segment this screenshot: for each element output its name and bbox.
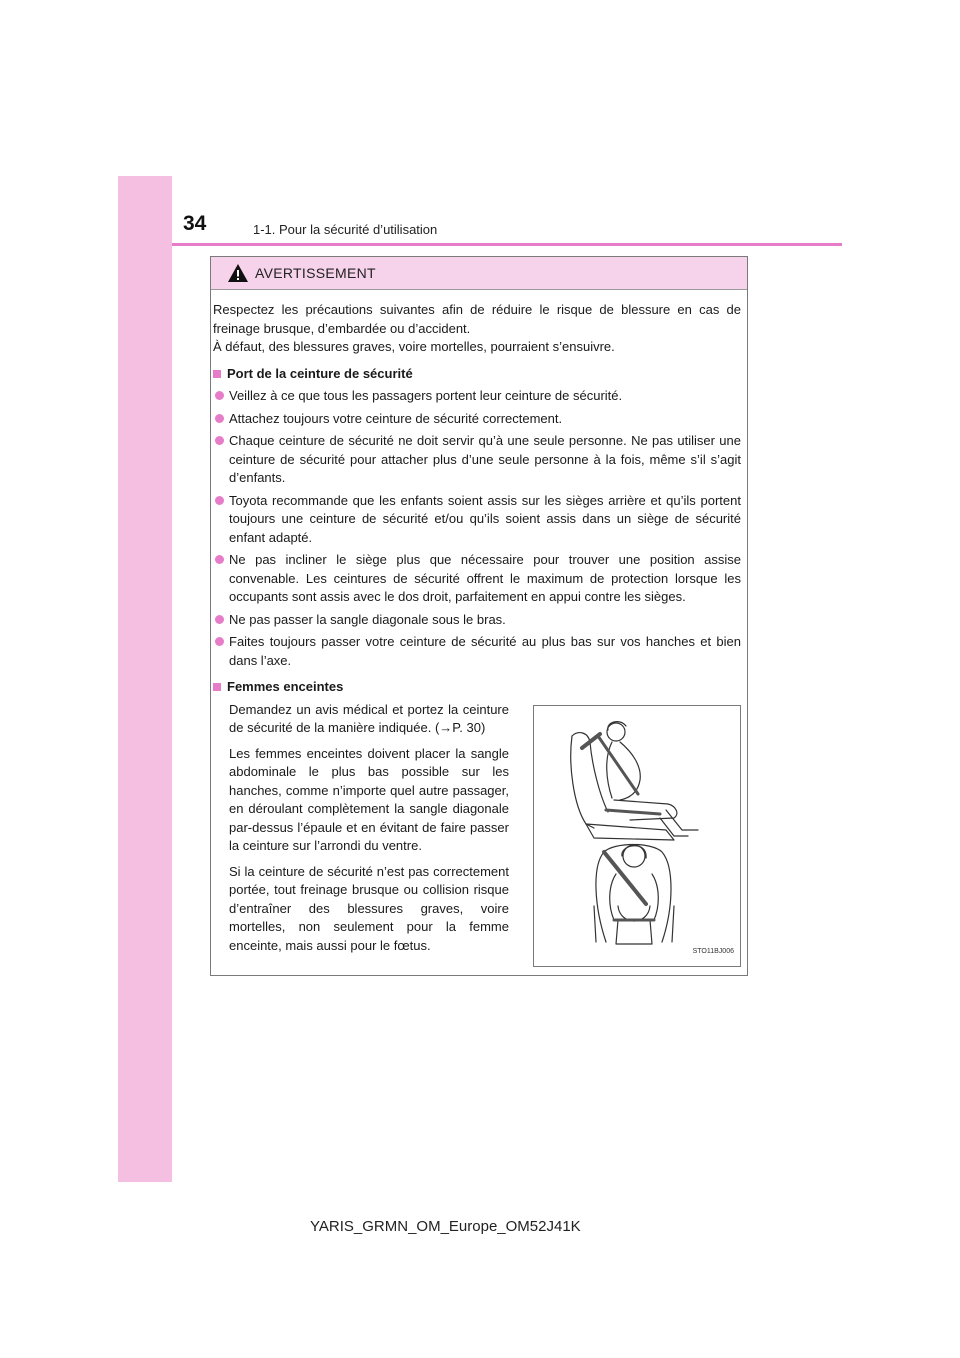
- square-bullet-icon: [213, 683, 221, 691]
- list-item-text: Ne pas incliner le siège plus que nécessaire pour trouver une position assise convenable. Les ceintures de sécurité offrent le maximum de protection lorsque les occupants sont assis avec le dos droit, parfaitement en appui contre les sièges.: [229, 552, 741, 604]
- pregnant-seatbelt-drawing: [534, 706, 740, 966]
- pregnant-paragraph: Demandez un avis médical et portez la ceinture de sécurité de la manière indiquée. (→P. 30): [229, 701, 509, 735]
- section-heading-seatbelt: [213, 365, 741, 384]
- square-bullet-icon: [213, 370, 221, 378]
- list-item-text: Ne pas passer la sangle diagonale sous le bras.: [229, 611, 506, 627]
- round-bullet-icon: [215, 436, 224, 445]
- seatbelt-bullet-list: [213, 387, 741, 670]
- round-bullet-icon: [215, 637, 224, 646]
- intro-paragraph: Respectez les précautions suivantes afin de réduire le risque de blessure en cas de freinage brusque, d’embardée ou d’accident.: [213, 302, 741, 336]
- page-number: 34: [183, 212, 207, 235]
- list-item: [213, 492, 741, 548]
- list-item: [213, 387, 741, 406]
- seatbelt-illustration: [533, 705, 741, 967]
- list-item: [213, 410, 741, 429]
- round-bullet-icon: [215, 391, 224, 400]
- round-bullet-icon: [215, 496, 224, 505]
- header-rule: [172, 243, 842, 246]
- list-item-text: Veillez à ce que tous les passagers portent leur ceinture de sécurité.: [229, 388, 623, 403]
- list-item-text: Chaque ceinture de sécurité ne doit servir qu’à une seule personne. Ne pas utiliser une ceinture de sécurité pour attacher plus d’une seule personne à la fois, même s’il s’agit d’enfants.: [229, 433, 741, 485]
- warning-title: AVERTISSEMENT: [255, 265, 376, 281]
- round-bullet-icon: [215, 414, 224, 423]
- warning-triangle-icon: [227, 263, 249, 283]
- pregnant-section: [213, 701, 741, 967]
- pregnant-paragraph: Si la ceinture de sécurité n’est pas correctement portée, tout freinage brusque ou collision risque d’entraîner des blessures graves, voire mortelles, non seulement pour la femme enceinte, mais aussi pour le fœtus.: [229, 863, 509, 953]
- figure-code: STO11BJ006: [692, 948, 734, 955]
- list-item-text: Attachez toujours votre ceinture de sécurité correctement.: [229, 410, 563, 426]
- warning-body: [211, 290, 747, 967]
- warning-header: [211, 257, 747, 290]
- pregnant-text: [229, 701, 509, 967]
- section-title: 1-1. Pour la sécurité d’utilisation: [253, 222, 438, 237]
- round-bullet-icon: [215, 555, 224, 564]
- list-item: [213, 633, 741, 670]
- footer-document-id: YARIS_GRMN_OM_Europe_OM52J41K: [310, 1218, 581, 1235]
- section-heading-label: Femmes enceintes: [227, 679, 344, 694]
- side-color-strip: [118, 176, 172, 1182]
- warning-box: [210, 256, 748, 976]
- list-item: [213, 551, 741, 607]
- intro-paragraph: À défaut, des blessures graves, voire mortelles, pourraient s’ensuivre.: [213, 339, 615, 354]
- list-item-text: Faites toujours passer votre ceinture de sécurité au plus bas sur vos hanches et bien dans l’axe.: [229, 634, 741, 668]
- section-heading-label: Port de la ceinture de sécurité: [227, 365, 413, 381]
- list-item: [213, 611, 741, 630]
- pregnant-paragraph: Les femmes enceintes doivent placer la sangle abdominale le plus bas possible sur les hanches, comme n’importe quel autre passager, en déroulant complètement la sangle diagonale par-dessus l’épaule et en évitant de faire passer la ceinture sur l’arrondi du ventre.: [229, 745, 509, 853]
- round-bullet-icon: [215, 615, 224, 624]
- list-item: [213, 432, 741, 488]
- warning-intro: [213, 301, 741, 357]
- list-item-text: Toyota recommande que les enfants soient assis sur les sièges arrière et qu’ils portent toujours une ceinture de sécurité et/ou qu’ils soient assis dans un siège de sécurité enfant adapté.: [229, 492, 741, 545]
- section-heading-pregnant: [213, 678, 741, 697]
